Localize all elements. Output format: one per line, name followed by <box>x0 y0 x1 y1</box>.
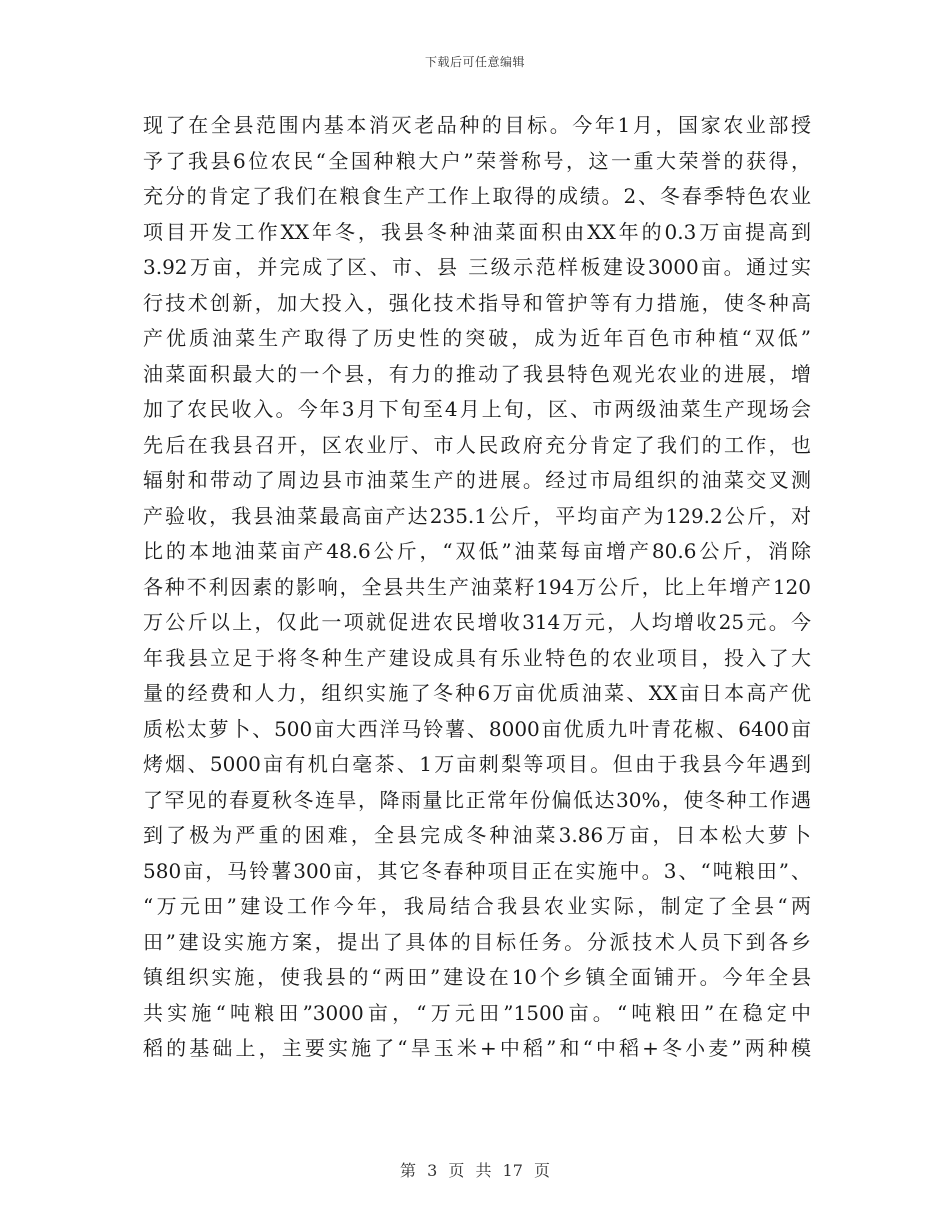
text-line: 油菜面积最大的一个县，有力的推动了我县特色观光农业的进展，增 <box>143 361 811 386</box>
text-line: 产验收，我县油菜最高亩产达235.1公斤，平均亩产为129.2公斤，对 <box>143 503 811 528</box>
text-line: 万公斤以上，仅此一项就促进农民增收314万元，人均增收25元。今 <box>143 610 811 634</box>
body-text <box>143 108 811 1067</box>
text-line: 予了我县6位农民“全国种粮大户”荣誉称号，这一重大荣誉的获得， <box>143 148 811 173</box>
text-line: 辐射和带动了周边县市油菜生产的进展。经过市局组织的油菜交叉测 <box>143 468 811 492</box>
text-line: 现了在全县范围内基本消灭老品种的目标。今年1月，国家农业部授 <box>143 113 811 137</box>
text-line: 项目开发工作XX年冬，我县冬种油菜面积由XX年的0.3万亩提高到 <box>143 219 811 244</box>
text-line: “万元田”建设工作今年，我局结合我县农业实际，制定了全县“两 <box>143 894 811 918</box>
text-line: 年我县立足于将冬种生产建设成具有乐业特色的农业项目，投入了大 <box>143 645 811 670</box>
text-line: 量的经费和人力，组织实施了冬种6万亩优质油菜、XX亩日本高产优 <box>143 681 811 705</box>
text-line: 共实施“吨粮田”3000亩，“万元田”1500亩。“吨粮田”在稳定中 <box>143 1000 811 1025</box>
text-line: 行技术创新，加大投入，强化技术指导和管护等有力措施，使冬种高 <box>143 290 811 315</box>
page-number-footer: 第 3 页 共 17 页 <box>400 1161 550 1180</box>
text-line: 比的本地油菜亩产48.6公斤，“双低”油菜每亩增产80.6公斤，消除 <box>143 539 811 563</box>
page-header: 下载后可任意编辑 <box>424 55 525 69</box>
text-line: 先后在我县召开，区农业厅、市人民政府充分肯定了我们的工作，也 <box>143 432 811 457</box>
text-line: 烤烟、5000亩有机白毫茶、1万亩刺梨等项目。但由于我县今年遇到 <box>143 752 811 776</box>
text-line: 3.92万亩，并完成了区、市、县 三级示范样板建设3000亩。通过实 <box>143 255 811 279</box>
text-line: 产优质油菜生产取得了历史性的突破，成为近年百色市种植“双低” <box>143 326 811 350</box>
text-line: 田”建设实施方案，提出了具体的目标任务。分派技术人员下到各乡 <box>143 929 811 954</box>
text-line: 580亩，马铃薯300亩，其它冬春种项目正在实施中。3、“吨粮田”、 <box>143 858 811 883</box>
text-line: 了罕见的春夏秋冬连旱，降雨量比正常年份偏低达30%，使冬种工作遇 <box>143 787 811 812</box>
text-line: 镇组织实施，使我县的“两田”建设在10个乡镇全面铺开。今年全县 <box>143 965 811 989</box>
text-line: 质松太萝卜、500亩大西洋马铃薯、8000亩优质九叶青花椒、6400亩 <box>143 716 811 741</box>
text-line: 各种不利因素的影响，全县共生产油菜籽194万公斤，比上年增产120 <box>143 574 811 599</box>
text-line: 稻的基础上，主要实施了“旱玉米+中稻”和“中稻+冬小麦”两种模 <box>143 1036 811 1060</box>
text-line: 充分的肯定了我们在粮食生产工作上取得的成绩。2、冬春季特色农业 <box>143 184 811 208</box>
text-line: 加了农民收入。今年3月下旬至4月上旬，区、市两级油菜生产现场会 <box>143 397 811 421</box>
text-line: 到了极为严重的困难，全县完成冬种油菜3.86万亩，日本松大萝卜 <box>143 823 811 847</box>
